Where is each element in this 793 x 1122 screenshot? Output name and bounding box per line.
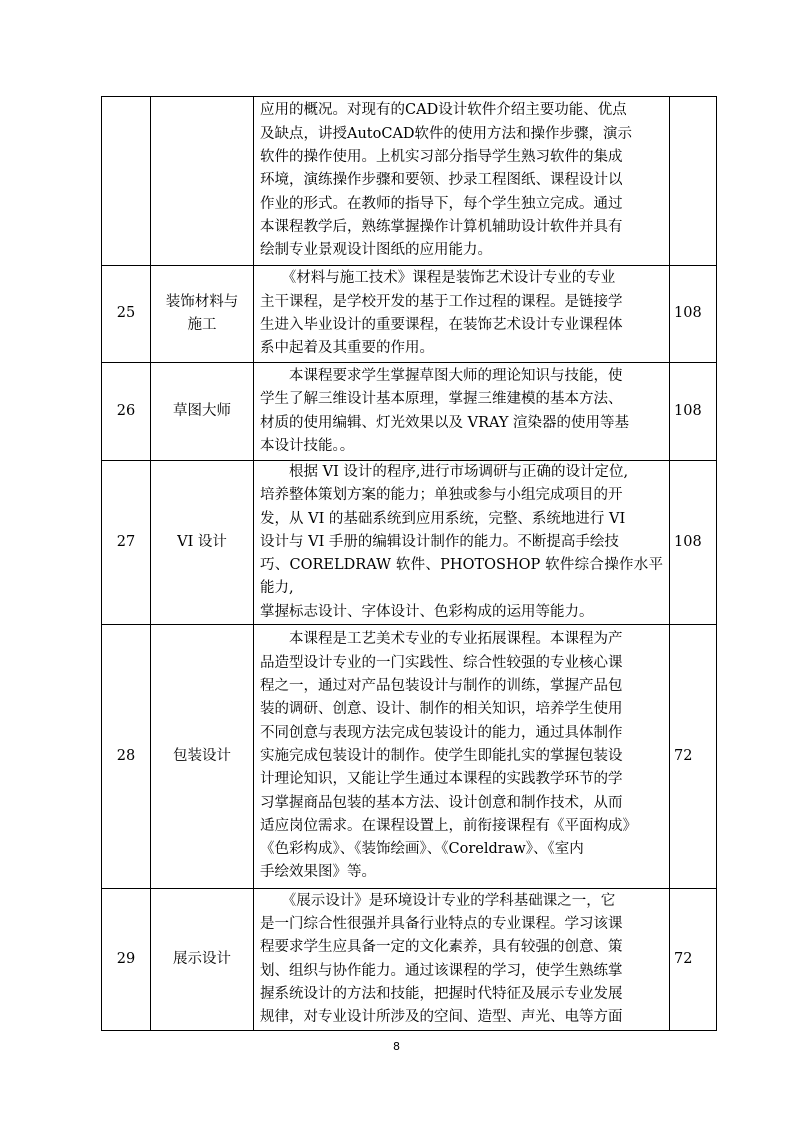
course-description: 本课程是工艺美术专业的专业拓展课程。本课程为产 品造型设计专业的一门实践性、综合性较强的专业核心课 程之一，通过对产品包装设计与制作的训练，掌握产品包 装的调研、创意、设计、制作的相关知识，培养学生使用 不同创意与表现方法完成包装设计的能力，通过具体制作 实施完成包装设计的制作。使学生即能扎实的掌握包装设 计理论知识，又能让学生通过本课程的实践教学环节的学 习掌握商品包装的基本方法、设计创意和制作技术，从而 适应岗位需求。在课程设置上，前衔接课程有《平面构成》 《色彩构成》、《装饰绘画》、《Coreldraw》、《室内 手绘效果图》等。 [254,625,670,889]
table-row [102,363,717,461]
course-hours: 108 [670,266,717,363]
table-row [102,266,717,363]
course-hours: 72 [670,889,717,1031]
course-description: 本课程要求学生掌握草图大师的理论知识与技能，使 学生了解三维设计基本原理，掌握三维建模的基本方法、 材质的使用编辑、灯光效果以及 VRAY 渲染器的使用等基 本设计技能。。 [254,363,670,461]
table-row [102,625,717,889]
course-description: 《材料与施工技术》课程是装饰艺术设计专业的专业 主干课程，是学校开发的基于工作过程的课程。是链接学 生进入毕业设计的重要课程，在装饰艺术设计专业课程体 系中起着及其重要的作用。 [254,266,670,363]
course-name: 草图大师 [151,363,254,461]
course-number: 25 [102,266,151,363]
course-number [102,97,151,266]
course-number: 26 [102,363,151,461]
course-name [151,97,254,266]
course-name: 展示设计 [151,889,254,1031]
table-row [102,889,717,1031]
course-hours: 108 [670,363,717,461]
course-description: 根据 VI 设计的程序,进行市场调研与正确的设计定位, 培养整体策划方案的能力；单独或参与小组完成项目的开 发，从 VI 的基础系统到应用系统，完整、系统地进行 VI 设计与 VI 手册的编辑设计制作的能力。不断提高手绘技 巧、CORELDRAW 软件、PHOTOSHOP 软件综合操作水平能力, 掌握标志设计、字体设计、色彩构成的运用等能力。 [254,461,670,625]
course-number: 28 [102,625,151,889]
course-name: 装饰材料与 施工 [151,266,254,363]
course-name: VI 设计 [151,461,254,625]
course-name: 包装设计 [151,625,254,889]
course-description: 《展示设计》是环境设计专业的学科基础课之一，它 是一门综合性很强并具备行业特点的专业课程。学习该课 程要求学生应具备一定的文化素养，具有较强的创意、策 划、组织与协作能力。通过该课程的学习，使学生熟练掌 握系统设计的方法和技能，把握时代特征及展示专业发展 规律，对专业设计所涉及的空间、造型、声光、电等方面 [254,889,670,1031]
page-number: 8 [393,1040,400,1053]
course-hours [670,97,717,266]
course-number: 27 [102,461,151,625]
course-hours: 72 [670,625,717,889]
table-row [102,97,717,266]
course-number: 29 [102,889,151,1031]
course-description: 应用的概况。对现有的CAD设计软件介绍主要功能、优点 及缺点，讲授AutoCAD软件的使用方法和操作步骤，演示 软件的操作使用。上机实习部分指导学生熟习软件的集成 环境，演练操作步骤和要领、抄录工程图纸、课程设计以 作业的形式。在教师的指导下，每个学生独立完成。通过 本课程教学后，熟练掌握操作计算机辅助设计软件并具有 绘制专业景观设计图纸的应用能力。 [254,97,670,266]
course-hours: 108 [670,461,717,625]
course-table [101,96,717,1031]
table-row [102,461,717,625]
